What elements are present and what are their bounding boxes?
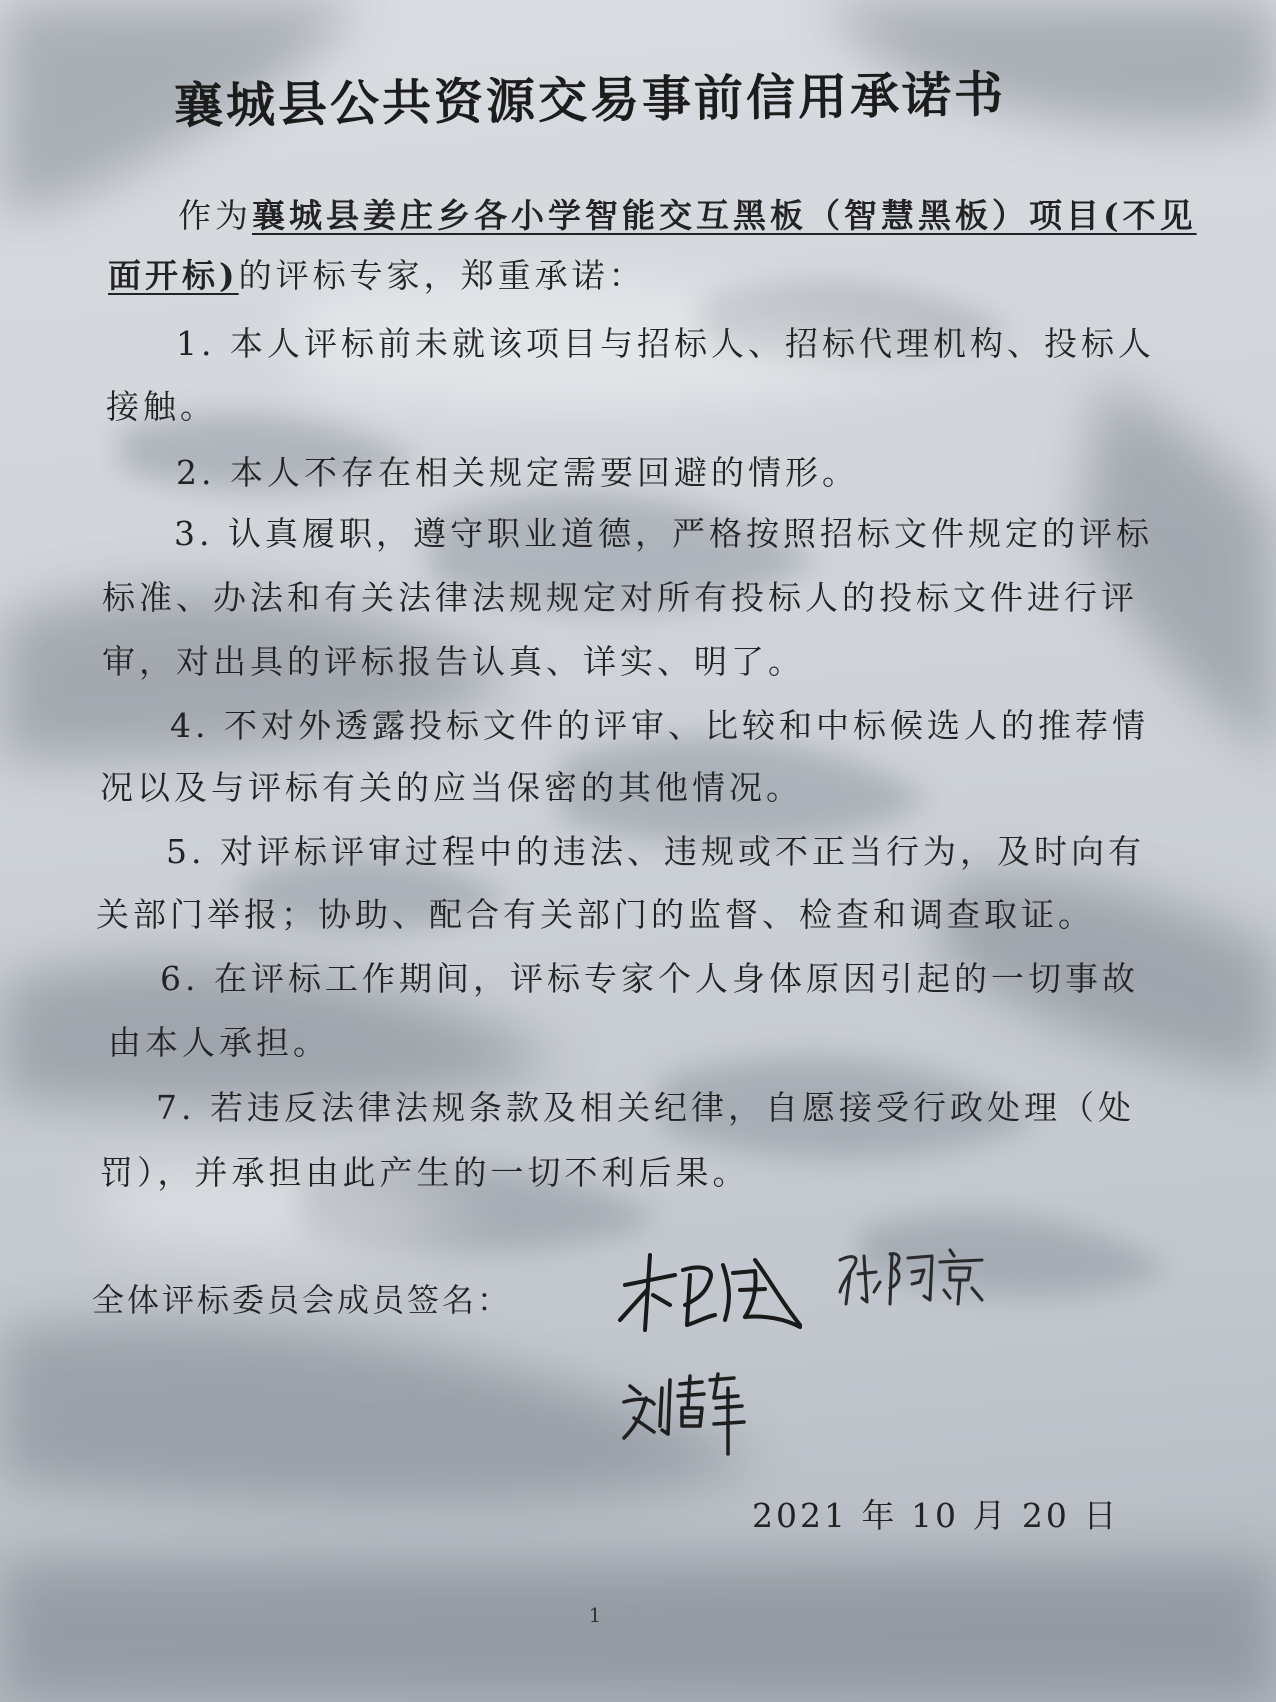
clause-1-line-2: 接触。 <box>106 387 217 426</box>
clause-5-line-2: 关部门举报；协助、配合有关部门的监督、检查和调查取证。 <box>96 895 1095 934</box>
clause-7-line-1: 7. 若违反法律法规条款及相关纪律，自愿接受行政处理（处 <box>156 1088 1135 1127</box>
clause-7-line-2: 罚），并承担由此产生的一切不利后果。 <box>100 1153 750 1192</box>
signature-3 <box>618 1368 758 1458</box>
clause-2-line-1: 2. 本人不存在相关规定需要回避的情形。 <box>176 453 859 492</box>
document-title: 襄城县公共资源交易事前信用承诺书 <box>173 65 1007 135</box>
project-name-part2: 面开标) <box>108 256 239 295</box>
page-number: 1 <box>588 1603 602 1627</box>
intro-prefix: 作为 <box>178 196 252 235</box>
intro-line-2 <box>108 250 646 297</box>
clause-6-line-1: 6. 在评标工作期间，评标专家个人身体原因引起的一切事故 <box>160 959 1139 998</box>
clause-5-line-1: 5. 对评标评审过程中的违法、违规或不正当行为，及时向有 <box>166 832 1145 871</box>
clause-1-line-1: 1. 本人评标前未就该项目与招标人、招标代理机构、投标人 <box>176 324 1155 363</box>
clause-3-line-3: 审，对出具的评标报告认真、详实、明了。 <box>102 642 805 681</box>
clause-4-line-2: 况以及与评标有关的应当保密的其他情况。 <box>100 768 803 807</box>
signature-2 <box>832 1242 1002 1312</box>
clause-3-line-2: 标准、办法和有关法律法规规定对所有投标人的投标文件进行评 <box>102 578 1138 617</box>
intro-line-1 <box>178 190 1197 237</box>
document-date: 2021 年 10 月 20 日 <box>752 1496 1120 1535</box>
clause-6-line-2: 由本人承担。 <box>108 1023 330 1062</box>
intro-suffix: 的评标专家，郑重承诺： <box>238 256 646 295</box>
project-name-part1: 襄城县姜庄乡各小学智能交互黑板（智慧黑板）项目(不见 <box>252 196 1197 235</box>
signature-1 <box>605 1245 805 1335</box>
signature-label: 全体评标委员会成员签名： <box>92 1281 513 1319</box>
clause-4-line-1: 4. 不对外透露投标文件的评审、比较和中标候选人的推荐情 <box>170 706 1149 745</box>
clause-3-line-1: 3. 认真履职，遵守职业道德，严格按照招标文件规定的评标 <box>174 514 1153 553</box>
